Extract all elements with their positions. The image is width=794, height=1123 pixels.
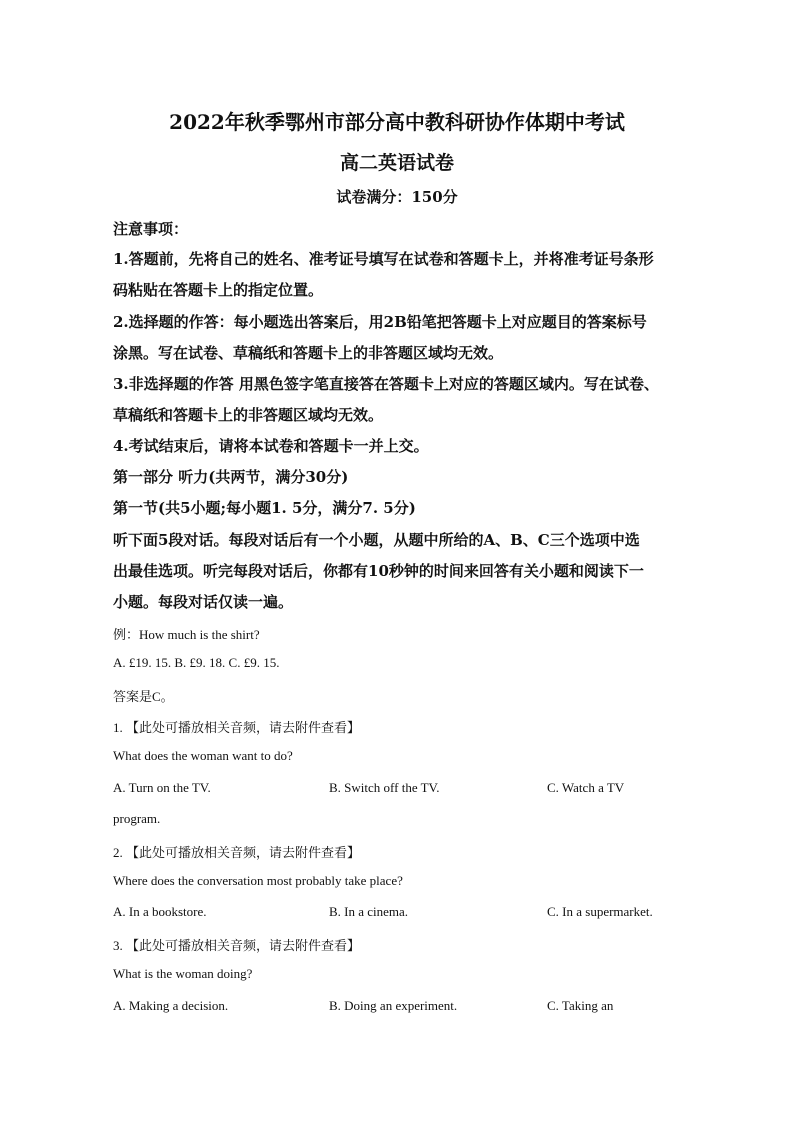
q2-audio-note: 2. 【此处可播放相关音频，请去附件查看】 [113,845,361,860]
q1-option-c: C. Watch a TV [547,780,625,795]
instruction-line: 出最佳选项。听完每段对话后，你都有10秒钟的时间来回答有关小题和阅读下一 [113,562,644,580]
q1-audio-note: 1. 【此处可播放相关音频，请去附件查看】 [113,720,361,735]
q2-option-c: C. In a supermarket. [547,904,653,919]
full-score: 试卷满分：150分 [336,188,458,206]
instruction-line: 听下面5段对话。每段对话后有一个小题，从题中所给的A、B、C三个选项中选 [113,531,640,549]
instruction-line: 小题。每段对话仅读一遍。 [113,593,294,611]
q1-question: What does the woman want to do? [113,748,293,763]
note-line: 草稿纸和答题卡上的非答题区域均无效。 [113,406,384,424]
q3-option-c: C. Taking an [547,998,614,1013]
note-line: 2.选择题的作答：每小题选出答案后，用2B铅笔把答题卡上对应题目的答案标号 [113,313,647,331]
q1-option-b: B. Switch off the TV. [329,780,440,795]
example-options: A. £19. 15. B. £9. 18. C. £9. 15. [113,655,280,670]
q2-option-a: A. In a bookstore. [113,904,207,919]
example-answer: 答案是C。 [113,689,174,704]
q3-audio-note: 3. 【此处可播放相关音频，请去附件查看】 [113,938,361,953]
part1-heading: 第一部分 听力(共两节，满分30分) [113,468,349,486]
notes-heading: 注意事项： [113,220,189,238]
exam-title: 2022年秋季鄂州市部分高中教科研协作体期中考试 [169,110,625,134]
example-question: 例：How much is the shirt? [113,627,260,642]
q1-option-a: A. Turn on the TV. [113,780,211,795]
note-line: 码粘贴在答题卡上的指定位置。 [113,281,324,299]
note-line: 3.非选择题的作答 用黑色签字笔直接答在答题卡上对应的答题区域内。写在试卷、 [113,375,659,393]
note-line: 4.考试结束后，请将本试卷和答题卡一并上交。 [113,437,429,455]
q2-question: Where does the conversation most probably take place? [113,873,403,888]
note-line: 1.答题前，先将自己的姓名、准考证号填写在试卷和答题卡上，并将准考证号条形 [113,250,654,268]
q3-question: What is the woman doing? [113,966,253,981]
exam-subtitle: 高二英语试卷 [339,152,454,174]
note-line: 涂黑。写在试卷、草稿纸和答题卡上的非答题区域均无效。 [113,344,504,362]
q3-option-a: A. Making a decision. [113,998,229,1013]
q1-option-c-wrap: program. [113,811,161,826]
section1-heading: 第一节(共5小题;每小题1. 5分，满分7. 5分) [113,499,416,517]
q2-option-b: B. In a cinema. [329,904,409,919]
q3-option-b: B. Doing an experiment. [329,998,458,1013]
